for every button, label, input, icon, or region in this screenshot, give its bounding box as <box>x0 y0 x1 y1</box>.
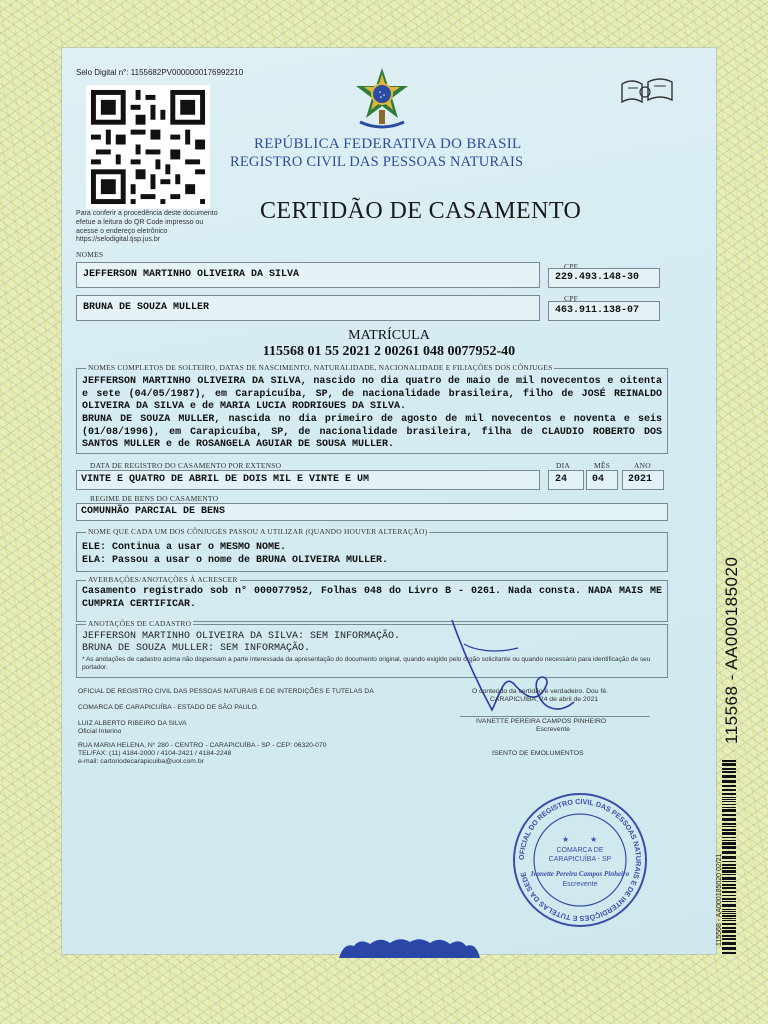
mes-field <box>586 470 618 490</box>
conjuge-2-name: BRUNA DE SOUZA MULLER <box>83 302 210 313</box>
republic-heading: REPÚBLICA FEDERATIVA DO BRASIL <box>254 136 522 152</box>
document-title: CERTIDÃO DE CASAMENTO <box>260 198 582 224</box>
cadastro-line-2: BRUNA DE SOUZA MULLER: SEM INFORMAÇÃO. <box>82 643 311 654</box>
regime-field <box>76 503 668 521</box>
ano-label: ANO <box>634 461 651 470</box>
averbacoes-text: Casamento registrado sob n° 000077952, Folhas 048 do Livro B - 0261. Nada consta. NADA MAIS ME CUMPRIA CERTIFICAR. <box>82 586 662 610</box>
qualificacao-ele: JEFFERSON MARTINHO OLIVEIRA DA SILVA, nascido no dia quatro de maio de mil novecentos e oitenta e sete (04/05/1987), em Carapicuíba, SP, de nacionalidade brasileira, filho de JOSÉ REINALDO OLIVEIRA DA SILVA e de MARIA LUCIA RODRIGUES DA SILVA. <box>82 376 662 413</box>
ano-field <box>622 470 664 490</box>
oficial-line-2: COMARCA DE CARAPICUÍBA - ESTADO DE SÃO PAULO. <box>78 704 259 711</box>
barcode <box>722 760 756 960</box>
stamp-line-1: COMARCA DE <box>556 847 604 854</box>
registry-emblem-icon <box>618 76 676 108</box>
selo-digital: Selo Digital n°: 1155682PV0000000176992210 <box>76 68 244 77</box>
mes-label: MÊS <box>594 461 611 470</box>
data-registro-label: DATA DE REGISTRO DO CASAMENTO POR EXTENSO <box>90 461 282 470</box>
certificate-paper <box>62 48 716 954</box>
conjuge-1-name: JEFFERSON MARTINHO OLIVEIRA DA SILVA <box>83 269 300 280</box>
nome-utilizar-label: NOME QUE CADA UM DOS CÔNJUGES PASSOU A UTILIZAR (QUANDO HOUVER ALTERAÇÃO) <box>88 527 428 536</box>
data-registro-value: VINTE E QUATRO DE ABRIL DE DOIS MIL E VINTE E UM <box>81 474 370 485</box>
averbacoes-label: AVERBAÇÕES/ANOTAÇÕES À ACRESCER <box>88 575 238 584</box>
registry-heading: REGISTRO CIVIL DAS PESSOAS NATURAIS <box>230 154 524 170</box>
signature-line <box>460 716 650 717</box>
qualificacao-label: NOMES COMPLETOS DE SOLTEIRO, DATAS DE NASCIMENTO, NATURALIDADE, NACIONALIDADE E FILIAÇÕES DOS CÔNJUGES <box>88 363 553 372</box>
notary-stamp <box>510 790 650 930</box>
qr-code <box>86 85 210 209</box>
escrevente-nome: IVANETTE PEREIRA CAMPOS PINHEIRO <box>476 718 607 725</box>
coat-of-arms-icon <box>350 66 414 132</box>
dia-field <box>548 470 584 490</box>
regime-value: COMUNHÃO PARCIAL DE BENS <box>81 506 226 517</box>
svg-text:★: ★ <box>562 835 570 844</box>
ano-value: 2021 <box>628 474 653 485</box>
matricula-label: MATRÍCULA <box>348 328 430 343</box>
cpf-field-1 <box>548 268 660 288</box>
dia-value: 24 <box>555 474 568 485</box>
conjuge-1-cpf: 229.493.148-30 <box>555 272 640 283</box>
oficial-line-1: OFICIAL DE REGISTRO CIVIL DAS PESSOAS NATURAIS E DE INTERDIÇÕES E TUTELAS DA <box>78 688 374 695</box>
stamp-name: Ivanette Pereira Campos Pinheiro <box>530 870 630 878</box>
cadastro-line-1: JEFFERSON MARTINHO OLIVEIRA DA SILVA: SEM INFORMAÇÃO. <box>82 631 401 642</box>
conjuge-2-cpf: 463.911.138-07 <box>555 305 640 316</box>
regime-label: REGIME DE BENS DO CASAMENTO <box>90 494 219 503</box>
signature <box>434 614 584 724</box>
mes-value: 04 <box>592 474 605 485</box>
cpf-label-1: CPF <box>564 262 578 271</box>
stamp-ring-text: OFICIAL DO REGISTRO CIVIL DAS PESSOAS NATURAIS E DE INTERDIÇÕES E TUTELAS DA SEDE <box>516 796 644 924</box>
oficial-nome: LUIZ ALBERTO RIBEIRO DA SILVA <box>78 720 187 727</box>
data-registro-field <box>76 470 540 490</box>
name-field-1 <box>76 262 540 288</box>
qr-instructions: Para conferir a procedência deste documento efetue a leitura do QR Code impresso ou acesse o endereço eletrônico https://selodigital.tjsp.jus.br <box>76 210 218 244</box>
cpf-field-2 <box>548 301 660 321</box>
stamp-line-2: CARAPICUÍBA - SP <box>548 856 612 863</box>
oficial-email: e-mail: cartoriodecarapicuiba@uol.com.br <box>78 758 204 765</box>
nome-ela: ELA: Passou a usar o nome de BRUNA OLIVEIRA MULLER. <box>82 555 389 566</box>
dia-label: DIA <box>556 461 570 470</box>
cadastro-note: * As anotações de cadastro acima não dispensam a parte interessada da apresentação do documento original, quando exigido pelo órgão solicitante ou quando necessário para identificação de seu portador. <box>82 656 651 672</box>
cpf-label-2: CPF <box>564 294 578 303</box>
matricula-number: 115568 01 55 2021 2 00261 048 0077952-40 <box>262 344 516 359</box>
barcode-caption: 115568 - AA000185020 02/21 <box>716 853 723 946</box>
cadastro-label: ANOTAÇÕES DE CADASTRO <box>88 619 192 628</box>
nome-ele: ELE: Continua a usar o MESMO NOME. <box>82 542 287 553</box>
oficial-cargo: Oficial Interino <box>78 728 122 735</box>
serial-number-vertical: 115568 - AA000185020 <box>722 556 741 744</box>
stamp-role: Escrevente <box>562 881 598 888</box>
escrevente-cargo: Escrevente <box>536 726 571 733</box>
svg-text:★: ★ <box>590 835 598 844</box>
name-field-2 <box>76 295 540 321</box>
local-data: CARAPICUÍBA, 24 de abril de 2021 <box>490 696 599 703</box>
qualificacao-ela: BRUNA DE SOUZA MULLER, nascida no dia primeiro de agosto de mil novecentos e noventa e seis (01/08/1996), em Carapicuíba, SP, de nacionalidade brasileira, filha de CLAUDIO ROBERTO DOS SANTOS MULLER e de ROSANGELA AGUIAR DE SOUSA MULLER. <box>82 414 662 451</box>
oficial-telfax: TEL/FAX: (11) 4184-2000 / 4104-2421 / 4184-2248 <box>78 750 232 757</box>
certifica-text: O conteúdo da certidão é verdadeiro. Dou fé. <box>472 688 609 695</box>
oficial-endereco: RUA MARIA HELENA, N° 280 - CENTRO - CARAPICUÍBA - SP - CEP: 06320-070 <box>78 742 327 749</box>
official-seal <box>334 938 484 958</box>
nomes-label: NOMES <box>76 250 104 259</box>
emolumentos: ISENTO DE EMOLUMENTOS <box>492 750 584 757</box>
